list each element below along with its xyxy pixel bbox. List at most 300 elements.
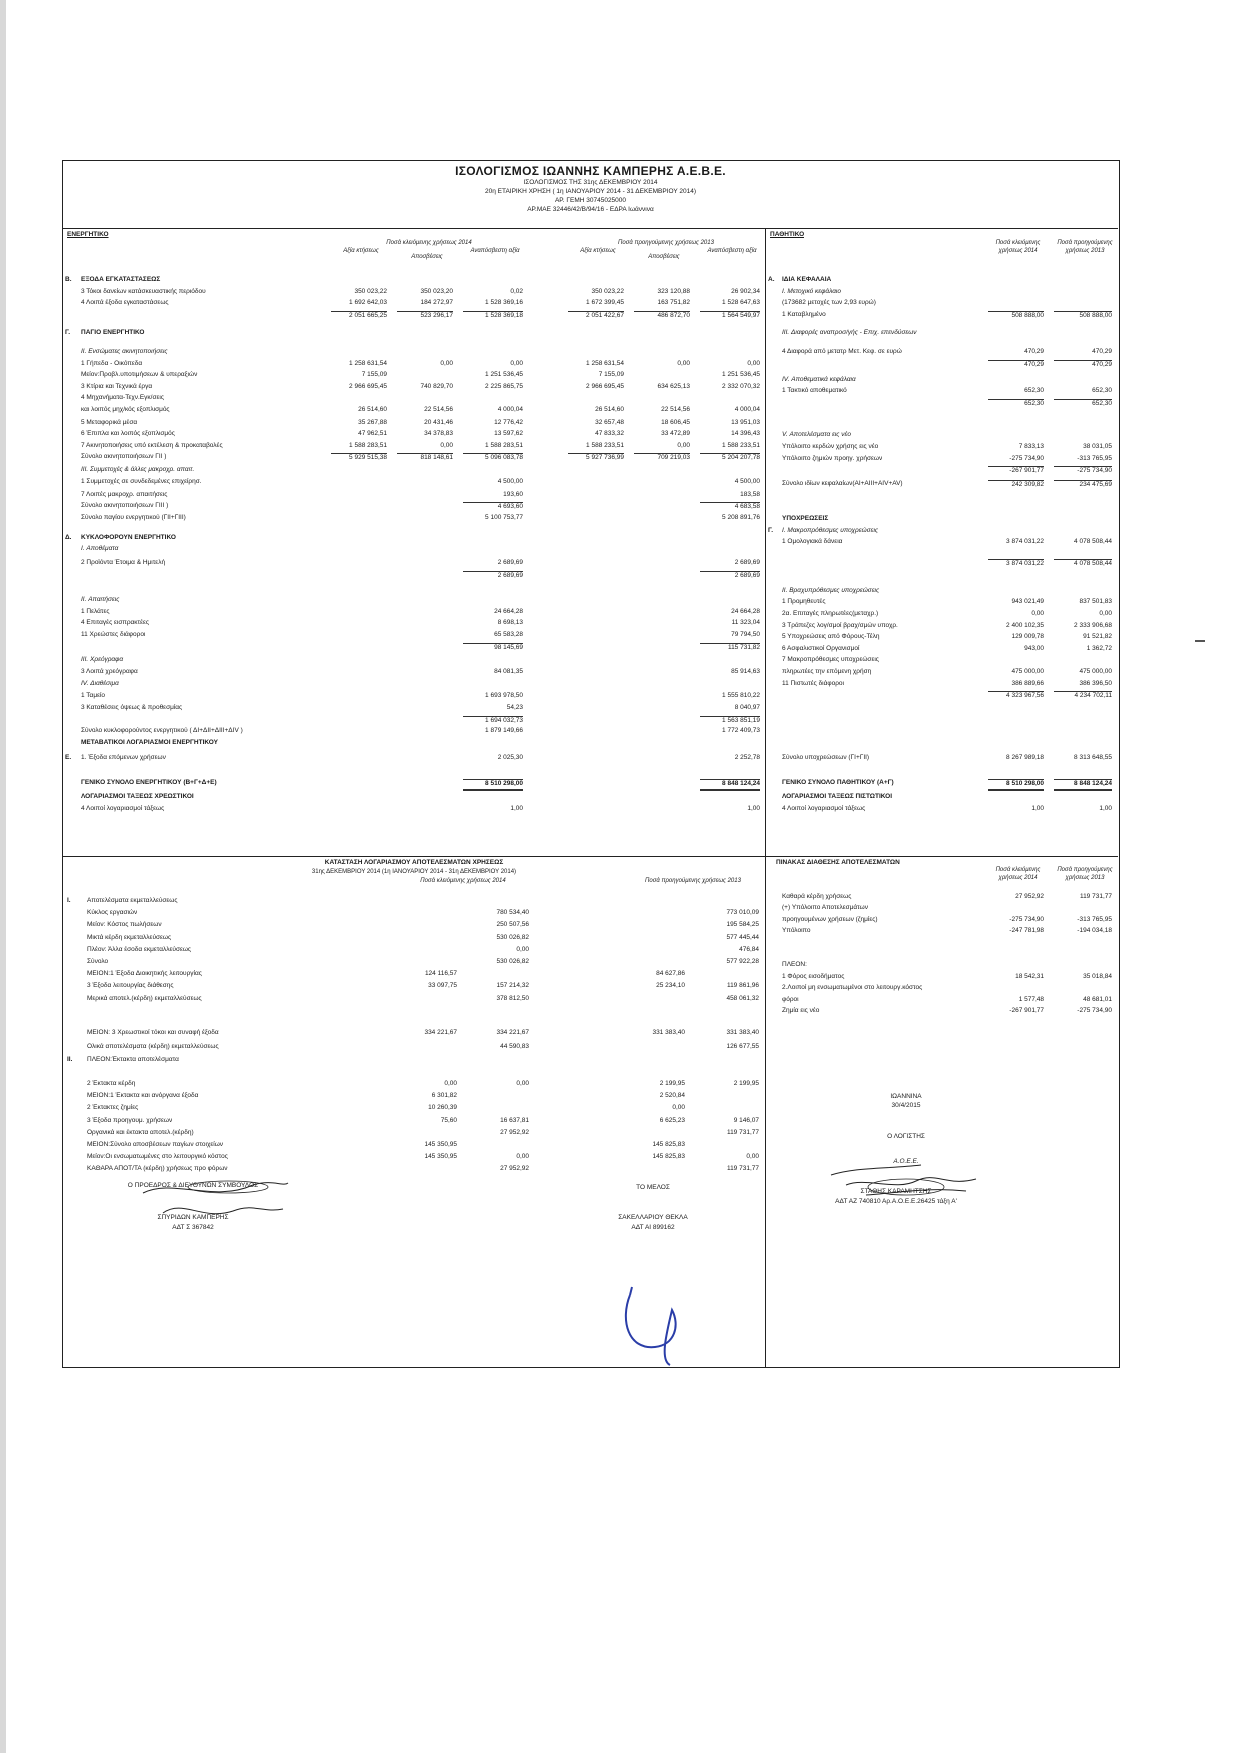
liabilities-title: ΠΑΘΗΤΙΚΟ bbox=[770, 231, 805, 238]
liabilities-row-label: 2α. Επιταγές πληρωτέες(μεταχρ.) bbox=[782, 610, 879, 618]
distribution-row-value: 35 018,84 bbox=[1083, 972, 1112, 980]
results-row-value: 145 350,95 bbox=[424, 1153, 457, 1161]
assets-row-label: Σύνολο κυκλοφορούντος ενεργητικού ( ΔΙ+ΔΙΙ+ΔΙΙΙ+ΔIV ) bbox=[81, 727, 243, 735]
distribution-row-value: -313 765,95 bbox=[1077, 915, 1112, 923]
assets-row-code: Δ. bbox=[65, 533, 72, 541]
assets-row-label: 4 Λοιποί λογαριασμοί τάξεως bbox=[81, 804, 165, 812]
assets-row-value: 4 500,00 bbox=[497, 477, 523, 485]
assets-row-value: 7 155,09 bbox=[361, 371, 387, 379]
assets-row-value: 11 323,04 bbox=[731, 619, 760, 627]
liabilities-row-value: -313 765,95 bbox=[1077, 454, 1112, 462]
assets-row-label: IV. Διαθέσιμα bbox=[81, 679, 119, 687]
assets-row-label: II. Ενσώματες ακινητοποιήσεις bbox=[81, 347, 168, 355]
liabilities-row-label: 4 Λοιποί λογαριασμοί τάξεως bbox=[782, 804, 866, 812]
assets-row-value: 1 693 978,50 bbox=[485, 692, 523, 700]
results-row-label: Μείον: Κόστος πωλήσεων bbox=[87, 921, 162, 929]
liabilities-section bbox=[766, 228, 1118, 856]
assets-row-label: 4 Επιταγές εισπρακτέες bbox=[81, 619, 150, 627]
liabilities-row-value: 470,29 bbox=[988, 360, 1044, 370]
liabilities-row-value: 4 078 508,44 bbox=[1054, 559, 1112, 569]
assets-row-value: 1 563 851,19 bbox=[700, 716, 760, 726]
liabilities-row-value: 38 031,05 bbox=[1083, 443, 1112, 451]
results-row-value: 331 383,40 bbox=[652, 1028, 685, 1036]
liabilities-row-value: -275 734,90 bbox=[1009, 454, 1044, 462]
results-row-label: 3 Έξοδα λειτουργίας διάθεσης bbox=[87, 982, 174, 990]
assets-row-value: 4 500,00 bbox=[734, 477, 760, 485]
distribution-row-label: 2.Λοιποί μη ενσωματωμένοι στο λειτουργ.κόστος bbox=[782, 984, 923, 992]
assets-row-value: 2 225 865,75 bbox=[485, 382, 523, 390]
assets-row-label: και λοιπός μηχ/κός εξοπλισμός bbox=[81, 405, 170, 413]
assets-row-label: 5 Μεταφορικά μέσα bbox=[81, 418, 138, 426]
assets-row-value: 1 588 233,51 bbox=[722, 441, 760, 449]
results-row-value: 25 234,10 bbox=[656, 982, 685, 990]
results-row-code: I. bbox=[67, 897, 71, 904]
assets-row-value: 5 929 515,38 bbox=[331, 453, 387, 463]
liabilities-row-value: 2 333 906,68 bbox=[1074, 621, 1112, 629]
assets-row-value: 98 145,69 bbox=[463, 643, 523, 653]
assets-row-label: 3 Λοιπά χρεόγραφα bbox=[81, 668, 138, 676]
accountant-role: Ο ΛΟΓΙΣΤΗΣ bbox=[887, 1133, 925, 1140]
member-role: ΤΟ ΜΕΛΟΣ bbox=[636, 1184, 670, 1191]
liabilities-row-value: 386 889,66 bbox=[1011, 679, 1044, 687]
assets-row-label: ΓΕΝΙΚΟ ΣΥΝΟΛΟ ΕΝΕΡΓΗΤΙΚΟΥ (Β+Γ+Δ+Ε) bbox=[81, 779, 217, 787]
assets-row-value: 4 000,04 bbox=[734, 405, 760, 413]
assets-row-value: 7 155,09 bbox=[598, 371, 624, 379]
distribution-row-label: Καθαρά κέρδη χρήσεως bbox=[782, 893, 852, 900]
liabilities-row-value: 4 078 508,44 bbox=[1074, 538, 1112, 546]
results-row-value: 530 026,82 bbox=[496, 933, 529, 941]
distribution-row-label: Υπόλοιπο bbox=[782, 927, 811, 935]
results-row-value: 0,00 bbox=[672, 1104, 685, 1112]
results-row-value: 2 520,84 bbox=[659, 1092, 685, 1100]
results-row-label: ΜΕΙΟΝ:1 Έκτακτα και ανόργανα έξοδα bbox=[87, 1092, 199, 1100]
results-row-value: 378 812,50 bbox=[496, 994, 529, 1002]
results-row-value: 2 199,95 bbox=[659, 1080, 685, 1087]
liabilities-row-value: 0,00 bbox=[1099, 610, 1112, 618]
results-row-label: ΠΛΕΟΝ:Έκτακτα αποτελέσματα bbox=[87, 1055, 179, 1063]
liabilities-row-value: 943 021,49 bbox=[1011, 598, 1044, 606]
liabilities-row-label: I. Μακροπρόθεσμες υποχρεώσεις bbox=[782, 526, 879, 534]
assets-row-value: 34 378,83 bbox=[424, 430, 453, 438]
results-row-value: 6 301,82 bbox=[431, 1092, 457, 1100]
liabilities-row-label: 3 Τράπεζες λογ/σμοί βραχ/σμών υποχρ. bbox=[782, 621, 898, 629]
assets-row-value: 0,00 bbox=[747, 359, 760, 367]
assets-row-value: 18 606,45 bbox=[661, 418, 690, 426]
assets-row-value: 1 528 369,18 bbox=[463, 311, 523, 321]
member-name: ΣΑΚΕΛΛΑΡΙΟΥ ΘΕΚΛΑ bbox=[618, 1214, 688, 1221]
liabilities-row-value: 386 396,50 bbox=[1079, 679, 1112, 687]
results-row-value: 476,84 bbox=[739, 945, 759, 953]
assets-row-label: 3 Τόκοι δανείων κατάσκευαστικής περιόδου bbox=[81, 287, 206, 295]
results-title: ΚΑΤΑΣΤΑΣΗ ΛΟΓΑΡΙΑΣΜΟΥ ΑΠΟΤΕΛΕΣΜΑΤΩΝ ΧΡΗΣΕΩΣ bbox=[324, 859, 504, 866]
results-row-label: Πλέον: Άλλα έσοδα εκμεταλλεύσεως bbox=[87, 945, 192, 953]
assets-row-value: 0,00 bbox=[677, 359, 690, 367]
assets-row-value: 818 148,61 bbox=[397, 453, 453, 463]
liabilities-row-label: 1 Καταβλημένο bbox=[782, 310, 826, 318]
assets-row-value: 24 664,28 bbox=[494, 607, 523, 615]
assets-row-label: 1. Έξοδα επόμενων χρήσεων bbox=[81, 753, 166, 761]
assets-row-label: III. Συμμετοχές & άλλες μακροχρ. απαιτ. bbox=[81, 466, 195, 474]
results-col-current: Ποσά κλειόμενης χρήσεως 2014 bbox=[420, 878, 506, 884]
assets-row-label: 3 Καταθέσεις όψεως & προθεσμίας bbox=[81, 704, 183, 712]
assets-row-label: ΚΥΚΛΟΦΟΡΟΥΝ ΕΝΕΡΓΗΤΙΚΟ bbox=[81, 533, 176, 541]
assets-row-value: 8 698,13 bbox=[497, 619, 523, 627]
assets-row-value: 1 588 233,51 bbox=[586, 441, 624, 449]
assets-row-value: 26 902,34 bbox=[731, 287, 760, 295]
liabilities-col-previous: Ποσά προηγούμενης χρήσεως 2013 bbox=[1057, 240, 1113, 254]
liabilities-row-label: Σύνολο ιδίων κεφαλαίων(ΑΙ+ΑΙΙΙ+ΑIV+AV) bbox=[782, 480, 903, 488]
results-row-value: 0,00 bbox=[516, 1153, 529, 1161]
assets-row-value: 12 776,42 bbox=[494, 418, 523, 426]
liabilities-row-label: V. Αποτελέσματα εις νέο bbox=[782, 431, 851, 439]
liabilities-row-value: -267 901,77 bbox=[988, 466, 1044, 476]
distribution-row-label: ΠΛΕΟΝ: bbox=[782, 961, 807, 969]
results-row-value: 145 825,83 bbox=[652, 1153, 685, 1161]
assets-row-code: Β. bbox=[65, 276, 72, 283]
liabilities-row-label: 11 Πιστωτές διάφοροι bbox=[782, 679, 844, 687]
assets-row-value: 2 051 422,67 bbox=[568, 311, 624, 321]
assets-row-value: 26 514,60 bbox=[358, 405, 387, 413]
results-row-label: Αποτελέσματα εκμεταλλεύσεως bbox=[87, 897, 178, 904]
assets-row-label: Σύνολο ακινητοποιήσεων ΓΙΙΙ ) bbox=[81, 502, 169, 510]
assets-row-value: 5 096 083,78 bbox=[463, 453, 523, 463]
liabilities-row-label: 6 Ασφαλιστικοί Οργανισμοί bbox=[782, 644, 860, 652]
assets-row-value: 5 204 207,78 bbox=[700, 453, 760, 463]
president-name: ΣΠΥΡΙΔΩΝ ΚΑΜΠΕΡΗΣ bbox=[157, 1214, 229, 1221]
liabilities-row-code: Α. bbox=[768, 276, 775, 283]
assets-row-value: 709 219,03 bbox=[634, 453, 690, 463]
assets-row-value: 1 555 810,22 bbox=[722, 692, 760, 700]
assets-row-value: 634 625,13 bbox=[657, 382, 690, 390]
results-row-value: 334 221,67 bbox=[496, 1028, 529, 1036]
accountant-company: Α.Ο.Ε.Ε. bbox=[893, 1158, 919, 1165]
assets-row-value: 32 657,48 bbox=[595, 418, 624, 426]
liabilities-row-value: 8 313 648,55 bbox=[1074, 753, 1112, 761]
assets-sub-value-prev: Αξία κτήσεως bbox=[580, 248, 616, 254]
results-row-value: 6 625,23 bbox=[659, 1116, 685, 1124]
assets-row-label: I. Αποθέματα bbox=[81, 545, 119, 553]
assets-row-label: 1 Πελάτες bbox=[81, 607, 110, 615]
distribution-row-value: -267 901,77 bbox=[1009, 1007, 1044, 1014]
liabilities-row-label: πληρωτέες την επόμενη χρήση bbox=[782, 668, 872, 676]
liabilities-row-value: 475 000,00 bbox=[1011, 668, 1044, 676]
results-row-value: 145 825,83 bbox=[652, 1141, 685, 1148]
accountant-name: ΣΤΑΘΗΣ ΚΑΡΑΜΗΤΣΗΣ bbox=[860, 1188, 932, 1195]
assets-sub-value: Αξία κτήσεως bbox=[343, 248, 379, 254]
results-row-value: 2 199,95 bbox=[733, 1080, 759, 1087]
distribution-row-label: Ζημία εις νέο bbox=[782, 1007, 820, 1014]
assets-row-value: 47 962,51 bbox=[358, 430, 387, 438]
results-col-previous: Ποσά προηγούμενης χρήσεως 2013 bbox=[645, 878, 741, 884]
liabilities-row-label: I. Μετοχικό κεφάλαιο bbox=[782, 287, 841, 295]
assets-row-value: 0,02 bbox=[510, 287, 523, 295]
results-subtitle: 31ης ΔΕΚΕΜΒΡΙΟΥ 2014 (1η ΙΑΝΟΥΑΡΙΟΥ 2014 - 31η ΔΕΚΕΜΒΡΙΟΥ 2014) bbox=[311, 869, 517, 875]
assets-row-value: 1 251 536,45 bbox=[485, 371, 523, 379]
results-row-value: 119 861,96 bbox=[726, 982, 759, 990]
liabilities-row-label: III. Διαφορές αναπροσ/γής - Επιχ. επενδύσεων bbox=[782, 329, 917, 337]
liabilities-row-value: 1,00 bbox=[1099, 804, 1112, 812]
results-row-value: 145 350,95 bbox=[424, 1141, 457, 1148]
results-row-code: II. bbox=[67, 1055, 73, 1063]
liabilities-row-value: 4 234 702,11 bbox=[1054, 691, 1112, 701]
results-row-value: 84 627,86 bbox=[656, 970, 685, 978]
results-row-value: 0,00 bbox=[516, 1080, 529, 1087]
assets-row-value: 79 794,50 bbox=[731, 630, 760, 638]
assets-row-value: 26 514,60 bbox=[595, 405, 624, 413]
liabilities-row-value: -275 734,90 bbox=[1054, 466, 1112, 476]
assets-row-code: Γ. bbox=[65, 329, 70, 337]
assets-row-value: 4 683,58 bbox=[700, 502, 760, 512]
assets-row-value: 54,23 bbox=[506, 704, 523, 712]
liabilities-row-value: 652,30 bbox=[988, 399, 1044, 409]
assets-row-value: 47 833,32 bbox=[595, 430, 624, 438]
assets-row-value: 84 081,35 bbox=[494, 668, 523, 676]
assets-row-value: 22 514,56 bbox=[424, 405, 453, 413]
assets-row-value: 5 100 753,77 bbox=[485, 513, 523, 521]
assets-row-value: 14 396,43 bbox=[731, 430, 760, 438]
assets-row-value: 323 120,88 bbox=[657, 287, 690, 295]
liabilities-row-label: IV. Αποθεματικά κεφάλαια bbox=[782, 375, 856, 383]
liabilities-row-label: II. Βραχυπρόθεσμες υποχρεώσεις bbox=[782, 586, 880, 594]
results-row-label: Σύνολο bbox=[87, 958, 109, 965]
distribution-row-value: -194 034,18 bbox=[1077, 927, 1112, 935]
header-line-2: 20η ΕΤΑΙΡΙΚΗ ΧΡΗΣΗ ( 1η ΙΑΝΟΥΑΡΙΟΥ 2014 - 31 ΔΕΚΕΜΒΡΙΟΥ 2014) bbox=[484, 188, 696, 195]
results-row-value: 577 922,28 bbox=[726, 958, 759, 965]
liabilities-row-value: 129 009,78 bbox=[1011, 633, 1044, 641]
results-row-value: 10 260,39 bbox=[428, 1104, 457, 1112]
president-role: Ο ΠΡΟΕΔΡΟΣ & ΔΙΕΥΘΥΝΩΝ ΣΥΜΒΟΥΛΟΣ bbox=[127, 1182, 259, 1189]
assets-sub-depr-prev: Αποσβέσεις bbox=[648, 254, 680, 260]
assets-row-value: 2 025,30 bbox=[497, 753, 523, 761]
results-row-value: 9 146,07 bbox=[733, 1116, 759, 1124]
assets-row-value: 115 731,82 bbox=[700, 643, 760, 653]
assets-row-value: 1 692 642,03 bbox=[349, 299, 387, 307]
assets-row-value: 1 528 647,63 bbox=[722, 299, 760, 307]
scan-left-edge bbox=[0, 0, 6, 1753]
results-row-value: 124 116,57 bbox=[424, 970, 457, 978]
results-row-label: 2 Έκτακτα κέρδη bbox=[87, 1080, 136, 1087]
results-row-label: 2 Έκτακτες ζημίες bbox=[87, 1104, 139, 1112]
assets-row-value: 1 879 149,66 bbox=[485, 727, 523, 735]
assets-title: ΕΝΕΡΓΗΤΙΚΟ bbox=[67, 231, 109, 238]
assets-row-value: 8 040,97 bbox=[734, 704, 760, 712]
liabilities-row-label: 1 Τακτικό αποθεματικό bbox=[782, 387, 847, 395]
assets-row-value: 1,00 bbox=[510, 804, 523, 812]
assets-row-label: ΜΕΤΑΒΑΤΙΚΟΙ ΛΟΓΑΡΙΑΣΜΟΙ ΕΝΕΡΓΗΤΙΚΟΥ bbox=[81, 738, 218, 746]
results-row-value: 16 637,81 bbox=[500, 1116, 529, 1124]
accountant-id: ΑΔΤ ΑΖ 740810 Αρ.Α.Ο.Ε.Ε.26425 τάξη Α' bbox=[835, 1198, 957, 1205]
assets-row-value: 2 332 070,32 bbox=[722, 382, 760, 390]
liabilities-row-value: 508 888,00 bbox=[1054, 311, 1112, 321]
liabilities-row-label: ΙΔΙΑ ΚΕΦΑΛΑΙΑ bbox=[782, 276, 832, 283]
liabilities-row-value: 1,00 bbox=[1031, 804, 1044, 812]
assets-row-value: 1 258 631,54 bbox=[586, 359, 624, 367]
assets-row-value: 350 023,20 bbox=[420, 287, 453, 295]
liabilities-row-label: ΓΕΝΙΚΟ ΣΥΝΟΛΟ ΠΑΘΗΤΙΚΟΥ (Α+Γ) bbox=[782, 779, 894, 787]
results-row-value: 250 507,56 bbox=[496, 921, 529, 929]
results-row-value: 119 731,77 bbox=[726, 1165, 759, 1173]
assets-row-label: 4 Μηχανήματα-Τεχν.Εγκ/σεις bbox=[81, 394, 164, 402]
assets-col-current: Ποσά κλειόμενης χρήσεως 2014 bbox=[386, 240, 472, 246]
distribution-row-value: 18 542,31 bbox=[1015, 972, 1044, 980]
blue-signature bbox=[600, 1265, 710, 1375]
liabilities-row-label: ΥΠΟΧΡΕΩΣΕΙΣ bbox=[782, 514, 829, 522]
liabilities-row-value: 943,00 bbox=[1024, 644, 1044, 652]
assets-row-value: 350 023,22 bbox=[591, 287, 624, 295]
assets-row-value: 163 751,82 bbox=[657, 299, 690, 307]
results-row-label: ΜΕΙΟΝ:1 Έξοδα Διοικητικής λειτουργίας bbox=[87, 970, 202, 978]
liabilities-row-value: 234 475,69 bbox=[1054, 480, 1112, 490]
assets-row-label: 1 Γήπεδα - Οικόπεδα bbox=[81, 359, 143, 367]
assets-row-value: 2 966 695,45 bbox=[349, 382, 387, 390]
president-signature bbox=[133, 1173, 293, 1228]
assets-row-label: ΛΟΓΑΡΙΑΣΜΟΙ ΤΑΞΕΩΣ ΧΡΕΩΣΤΙΚΟΙ bbox=[81, 793, 194, 801]
results-row-label: Κύκλος εργασιών bbox=[87, 909, 138, 917]
assets-row-value: 486 872,70 bbox=[634, 311, 690, 321]
liabilities-row-value: 508 888,00 bbox=[988, 311, 1044, 321]
liabilities-col-current: Ποσά κλειόμενης χρήσεως 2014 bbox=[995, 240, 1041, 254]
assets-row-label: Σύνολο ακινητοποιήσεων ΓΙΙ ) bbox=[81, 453, 167, 461]
distribution-row-value: 1 577,48 bbox=[1018, 995, 1044, 1003]
assets-row-value: 8 510 298,00 bbox=[463, 779, 523, 791]
assets-row-value: 85 914,63 bbox=[731, 668, 760, 676]
results-row-value: 334 221,67 bbox=[424, 1028, 457, 1036]
results-row-value: 44 590,83 bbox=[500, 1043, 529, 1051]
assets-row-value: 2 689,69 bbox=[497, 559, 523, 567]
assets-row-value: 1 588 283,51 bbox=[349, 441, 387, 449]
results-row-value: 0,00 bbox=[444, 1080, 457, 1087]
results-row-value: 119 731,77 bbox=[726, 1128, 759, 1136]
accountant-signature bbox=[826, 1157, 996, 1202]
liabilities-row-value: 7 833,13 bbox=[1018, 443, 1044, 451]
assets-col-previous: Ποσά προηγούμενης χρήσεως 2013 bbox=[618, 240, 714, 246]
results-row-label: ΚΑΘΑΡΑ ΑΠΟΤ/ΤΑ (κέρδη) χρήσεως προ φόρων bbox=[87, 1165, 228, 1173]
header-line-3: ΑΡ. ΓΕΜΗ 30745025000 bbox=[554, 197, 627, 204]
liabilities-row-value: 4 323 967,56 bbox=[988, 691, 1044, 701]
liabilities-row-label: 7 Μακροπρόθεσμες υποχρεώσεις bbox=[782, 656, 879, 664]
assets-row-value: 2 252,78 bbox=[734, 753, 760, 761]
liabilities-row-label: 1 Προμηθευτές bbox=[782, 598, 826, 606]
liabilities-row-value: 242 309,82 bbox=[988, 480, 1044, 490]
assets-row-value: 20 431,46 bbox=[424, 418, 453, 426]
assets-row-value: 350 023,22 bbox=[354, 287, 387, 295]
results-row-label: 3 Έξοδα προηγουμ. χρήσεων bbox=[87, 1116, 173, 1124]
assets-row-value: 2 689,69 bbox=[463, 571, 523, 581]
assets-row-value: 5 208 891,76 bbox=[722, 513, 760, 521]
distribution-row-value: -275 734,90 bbox=[1009, 915, 1044, 923]
document-header bbox=[63, 161, 1118, 229]
assets-row-value: 0,00 bbox=[440, 441, 453, 449]
results-row-value: 0,00 bbox=[516, 945, 529, 953]
assets-row-label: 3 Κτίρια και Τεχνικά έργα bbox=[81, 382, 153, 390]
assets-row-value: 1 694 032,73 bbox=[463, 716, 523, 726]
liabilities-row-value: 8 510 298,00 bbox=[988, 779, 1044, 791]
assets-row-value: 22 514,56 bbox=[661, 405, 690, 413]
assets-row-value: 8 848 124,24 bbox=[700, 779, 760, 791]
liabilities-row-value: 2 400 102,35 bbox=[1006, 621, 1044, 629]
results-row-value: 157 214,32 bbox=[496, 982, 529, 990]
results-row-value: 27 952,92 bbox=[500, 1128, 529, 1136]
assets-sub-depr: Αποσβέσεις bbox=[411, 254, 443, 260]
assets-row-label: 1 Συμμετοχές σε συνδεδεμένες επιχείρησ. bbox=[81, 477, 202, 485]
assets-row-label: 1 Ταμείο bbox=[81, 692, 106, 700]
assets-row-value: 0,00 bbox=[677, 441, 690, 449]
distribution-row-label: προηγουμένων χρήσεων (ζημίες) bbox=[782, 915, 878, 923]
assets-row-value: 740 829,70 bbox=[420, 382, 453, 390]
assets-row-label: 11 Χρεώστες διάφοροι bbox=[81, 630, 146, 638]
scan-mark bbox=[1195, 640, 1205, 642]
assets-row-value: 2 966 695,45 bbox=[586, 382, 624, 390]
results-row-value: 773 010,09 bbox=[726, 909, 759, 917]
liabilities-row-label: Υπόλοιπο κερδών χρήσης εις νέο bbox=[782, 443, 879, 451]
liabilities-row-value: 470,29 bbox=[1024, 347, 1044, 355]
assets-row-label: III. Χρεόγραφα bbox=[81, 656, 124, 664]
liabilities-row-value: 8 267 989,18 bbox=[1006, 753, 1044, 761]
distribution-col-previous: Ποσά προηγούμενης χρήσεως 2013 bbox=[1057, 867, 1113, 881]
liabilities-row-value: 470,29 bbox=[1054, 360, 1112, 370]
assets-row-value: 523 296,17 bbox=[397, 311, 453, 321]
liabilities-row-label: 1 Ομολογιακά δάνεια bbox=[782, 538, 843, 546]
assets-row-label: 7 Ακινητοποιήσεις υπό εκτέλεση & προκαταβολές bbox=[81, 441, 223, 449]
signature-place: ΙΩΑΝΝΙΝΑ bbox=[890, 1093, 922, 1100]
distribution-row-label: φόροι bbox=[782, 995, 799, 1003]
results-row-value: 27 952,92 bbox=[500, 1165, 529, 1173]
signature-date: 30/4/2015 bbox=[891, 1102, 921, 1109]
results-row-value: 75,60 bbox=[440, 1116, 457, 1124]
assets-row-code: Ε. bbox=[65, 753, 72, 761]
assets-row-value: 4 693,60 bbox=[463, 502, 523, 512]
results-row-value: 577 445,44 bbox=[726, 933, 759, 941]
header-line-1: ΙΣΟΛΟΓΙΣΜΟΣ ΤΗΣ 31ης ΔΕΚΕΜΒΡΙΟΥ 2014 bbox=[523, 179, 658, 186]
assets-row-value: 1 672 399,45 bbox=[586, 299, 624, 307]
results-row-label: ΜΕΙΟΝ:Σύνολο αποσβέσεων παγίων στοιχείων bbox=[87, 1141, 224, 1148]
results-row-label: Ολικά αποτελέσματα (κέρδη) εκμεταλλεύσεως bbox=[87, 1043, 219, 1051]
results-row-value: 0,00 bbox=[746, 1153, 759, 1161]
liabilities-row-value: 652,30 bbox=[1092, 387, 1112, 395]
distribution-row-value: 27 952,92 bbox=[1015, 893, 1044, 900]
results-row-label: Μικτά κέρδη εκμεταλλεύσεως bbox=[87, 933, 172, 941]
results-row-value: 458 061,32 bbox=[726, 994, 759, 1002]
assets-section bbox=[63, 228, 765, 856]
distribution-section bbox=[766, 857, 1118, 1367]
assets-row-value: 0,00 bbox=[440, 359, 453, 367]
balance-sheet bbox=[62, 160, 1120, 1368]
liabilities-row-value: 3 874 031,22 bbox=[1006, 538, 1044, 546]
assets-row-value: 1 564 549,97 bbox=[700, 311, 760, 321]
liabilities-row-value: 837 501,83 bbox=[1079, 598, 1112, 606]
liabilities-row-label: Σύνολο υποχρεώσεων (ΓΙ+ΓΙΙ) bbox=[782, 753, 870, 761]
assets-sub-net: Αναπόσβεστη αξία bbox=[470, 248, 520, 254]
distribution-row-value: 119 731,77 bbox=[1079, 893, 1112, 900]
results-row-label: Μείον:Οι ενσωματωμένες στο λειτουργικό κόστος bbox=[87, 1153, 228, 1161]
liabilities-row-value: 3 874 031,22 bbox=[988, 559, 1044, 569]
liabilities-row-value: 475 000,00 bbox=[1079, 668, 1112, 676]
results-row-value: 195 584,25 bbox=[726, 921, 759, 929]
distribution-row-value: 48 681,01 bbox=[1083, 995, 1112, 1003]
liabilities-row-value: 652,30 bbox=[1024, 387, 1044, 395]
assets-row-value: 33 472,89 bbox=[661, 430, 690, 438]
assets-row-value: 1,00 bbox=[747, 804, 760, 812]
liabilities-row-code: Γ. bbox=[768, 526, 773, 534]
liabilities-row-value: 8 848 124,24 bbox=[1054, 779, 1112, 791]
assets-row-value: 35 267,88 bbox=[358, 418, 387, 426]
document-title: ΙΣΟΛΟΓΙΣΜΟΣ ΙΩΑΝΝΗΣ ΚΑΜΠΕΡΗΣ Α.Ε.Β.Ε. bbox=[455, 164, 726, 178]
assets-row-value: 1 588 283,51 bbox=[485, 441, 523, 449]
liabilities-row-value: 470,29 bbox=[1092, 347, 1112, 355]
assets-row-value: 4 000,04 bbox=[497, 405, 523, 413]
assets-row-value: 1 528 369,16 bbox=[485, 299, 523, 307]
assets-row-value: 2 689,69 bbox=[734, 559, 760, 567]
